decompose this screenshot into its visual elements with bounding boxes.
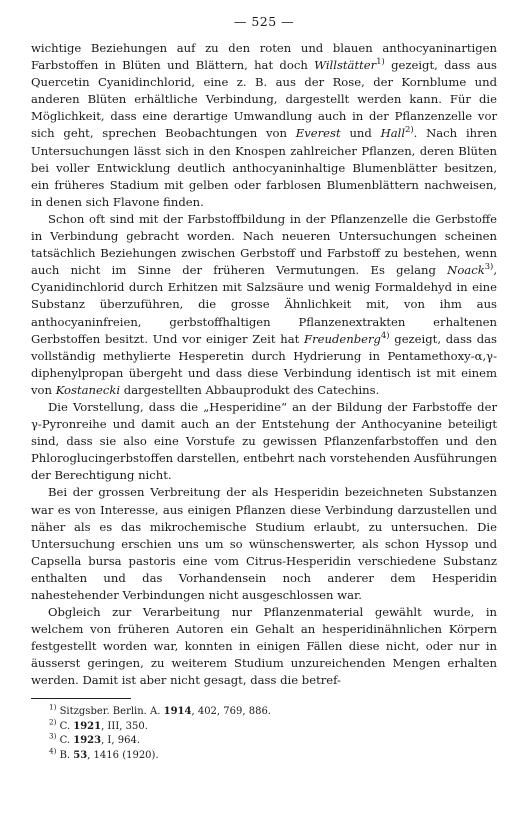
paragraph xyxy=(31,604,497,689)
footnote-mark: 3) xyxy=(49,731,57,741)
footnote-pages: , I, 964. xyxy=(101,735,141,747)
author-name: Freudenberg xyxy=(304,331,381,346)
paragraph xyxy=(31,399,497,484)
paragraph xyxy=(31,211,497,399)
footnote-divider xyxy=(31,698,131,699)
text-run: wichtige Beziehungen auf zu den roten und blauen anthocyaninartigen Farbstoffen in Blüten und Blättern, hat doch xyxy=(31,41,497,73)
footnote xyxy=(49,731,489,749)
footnote-text: C. xyxy=(56,735,74,747)
footnote-ref: 2) xyxy=(405,124,414,135)
footnote-pages: , 1416 (1920). xyxy=(87,749,159,761)
footnote-volume: 1923 xyxy=(73,735,102,747)
footnote-text: C. xyxy=(56,720,74,732)
footnote-volume: 1914 xyxy=(163,706,192,717)
text-run: , Cyanidinchlorid durch Erhitzen mit Salzsäure und wenig Formaldehyd in eine Substanz überzuführen, die grosse Ähnlichkeit mit, von ihm aus anthocyaninfreien, gerbstoffhaltigen Pflanzenextrakten erhaltenen Gerbstoffen besitzt. Und vor einiger Zeit hat xyxy=(31,263,497,346)
text-run: Bei der grossen Verbreitung der als Hesperidin bezeichneten Substanzen war es von Interesse, aus einigen Pflanzen diese Verbindung darzustellen und näher als es das mikrochemische Studium erlaubt, zu untersuchen. Die Untersuchung erschien uns um so wünschenswerter, als schon Hyssop und Capsella bursa pastoris eine vom Citrus-Hesperidin verschiedene Substanz enthalten und das Vorhandensein noch anderer dem Hesperidin nahestehender Verbindungen nicht ausgeschlossen war. xyxy=(31,485,497,602)
text-run: gezeigt, dass das vollständig methylierte Hesperetin durch Hydrierung in Pentamethoxy-α,γ-diphenylpropan übergeht und dass diese Verbindung identisch ist mit einem von xyxy=(31,331,497,397)
footnote-volume: 53 xyxy=(73,749,88,761)
paragraph xyxy=(31,40,497,211)
footnote-ref: 3) xyxy=(484,261,494,272)
footnote-pages: , III, 350. xyxy=(101,720,148,732)
text-run: Schon oft sind mit der Farbstoffbildung in der Pflanzenzelle die Gerbstoffe in Verbindung gebracht worden. Nach neueren Untersuchungen scheinen tatsächlich Beziehungen zwischen Gerbstoff und Farbstoff zu bestehen, wenn auch nicht im Sinne der früheren Vermutungen. Es gelang xyxy=(31,211,497,278)
author-name: Hall xyxy=(380,126,406,141)
text-run: . Nach ihren Untersuchungen lässt sich in den Knospen zahlreicher Pflanzen, deren Blüten bei voller Entwicklung deutlich anthocyaninhaltige Blumenblätter besitzen, ein früheres Stadium mit gelben oder farblosen Blumenblättern nachweisen, in denen sich Flavone finden. xyxy=(31,126,497,209)
text-run: dargestellten Abbauprodukt des Catechins. xyxy=(120,382,380,397)
footnote-mark: 4) xyxy=(49,746,57,756)
paragraph xyxy=(31,484,497,604)
page-number: — 525 — xyxy=(233,14,295,29)
footnote-pages: , 402, 769, 886. xyxy=(191,706,271,717)
footnote-ref: 4) xyxy=(380,329,390,340)
footnote xyxy=(49,717,489,735)
text-run: Die Vorstellung, dass die „Hesperidine“ an der Bildung der Farbstoffe der γ-Pyronreihe und damit auch an der Entstehung der Anthocyanine beteiligt sind, dass sie also eine Vorstufe zu gewissen Pflanzenfarbstoffen und den Phloroglucingerbstoffen darstellen, entbehrt nach vorstehenden Ausführungen der Berechtigung nicht. xyxy=(31,399,497,483)
author-name: Noack xyxy=(447,263,485,278)
footnote-ref: 1) xyxy=(376,56,385,67)
footnote-text: B. xyxy=(56,749,74,761)
text-run: und xyxy=(340,126,381,141)
body-text xyxy=(31,40,497,690)
footnote-text: Sitzgsber. Berlin. A. xyxy=(56,706,164,717)
author-name: Kostanecki xyxy=(55,382,121,397)
footnote-volume: 1921 xyxy=(73,720,102,732)
author-name: Willstätter xyxy=(314,58,377,73)
text-run: gezeigt, dass aus Quercetin Cyanidinchlorid, eine z. B. aus der Rose, der Kornblume und anderen Blüten erhältliche Verbindung, dargestellt werden kann. Für die Möglichkeit, dass eine derartige Umwandlung auch in der Pflanzenzelle vor sich geht, sprechen Beobachtungen von xyxy=(31,58,498,141)
footnote xyxy=(49,702,489,720)
text-run: Obgleich zur Verarbeitung nur Pflanzenmaterial gewählt wurde, in welchem von früheren Autoren ein Gehalt an hesperidinähnlichen Körpern festgestellt worden war, konnten in einigen Fällen diese nicht, oder nur in äusserst geringen, zu weiterem Studium unzureichenden Mengen erhalten werden. Damit ist aber nicht gesagt, dass die betref- xyxy=(31,605,497,688)
footnote xyxy=(49,746,489,764)
footnote-mark: 2) xyxy=(49,717,57,727)
footnote-mark: 1) xyxy=(49,702,57,712)
footnotes xyxy=(49,702,489,763)
author-name: Everest xyxy=(295,126,341,141)
